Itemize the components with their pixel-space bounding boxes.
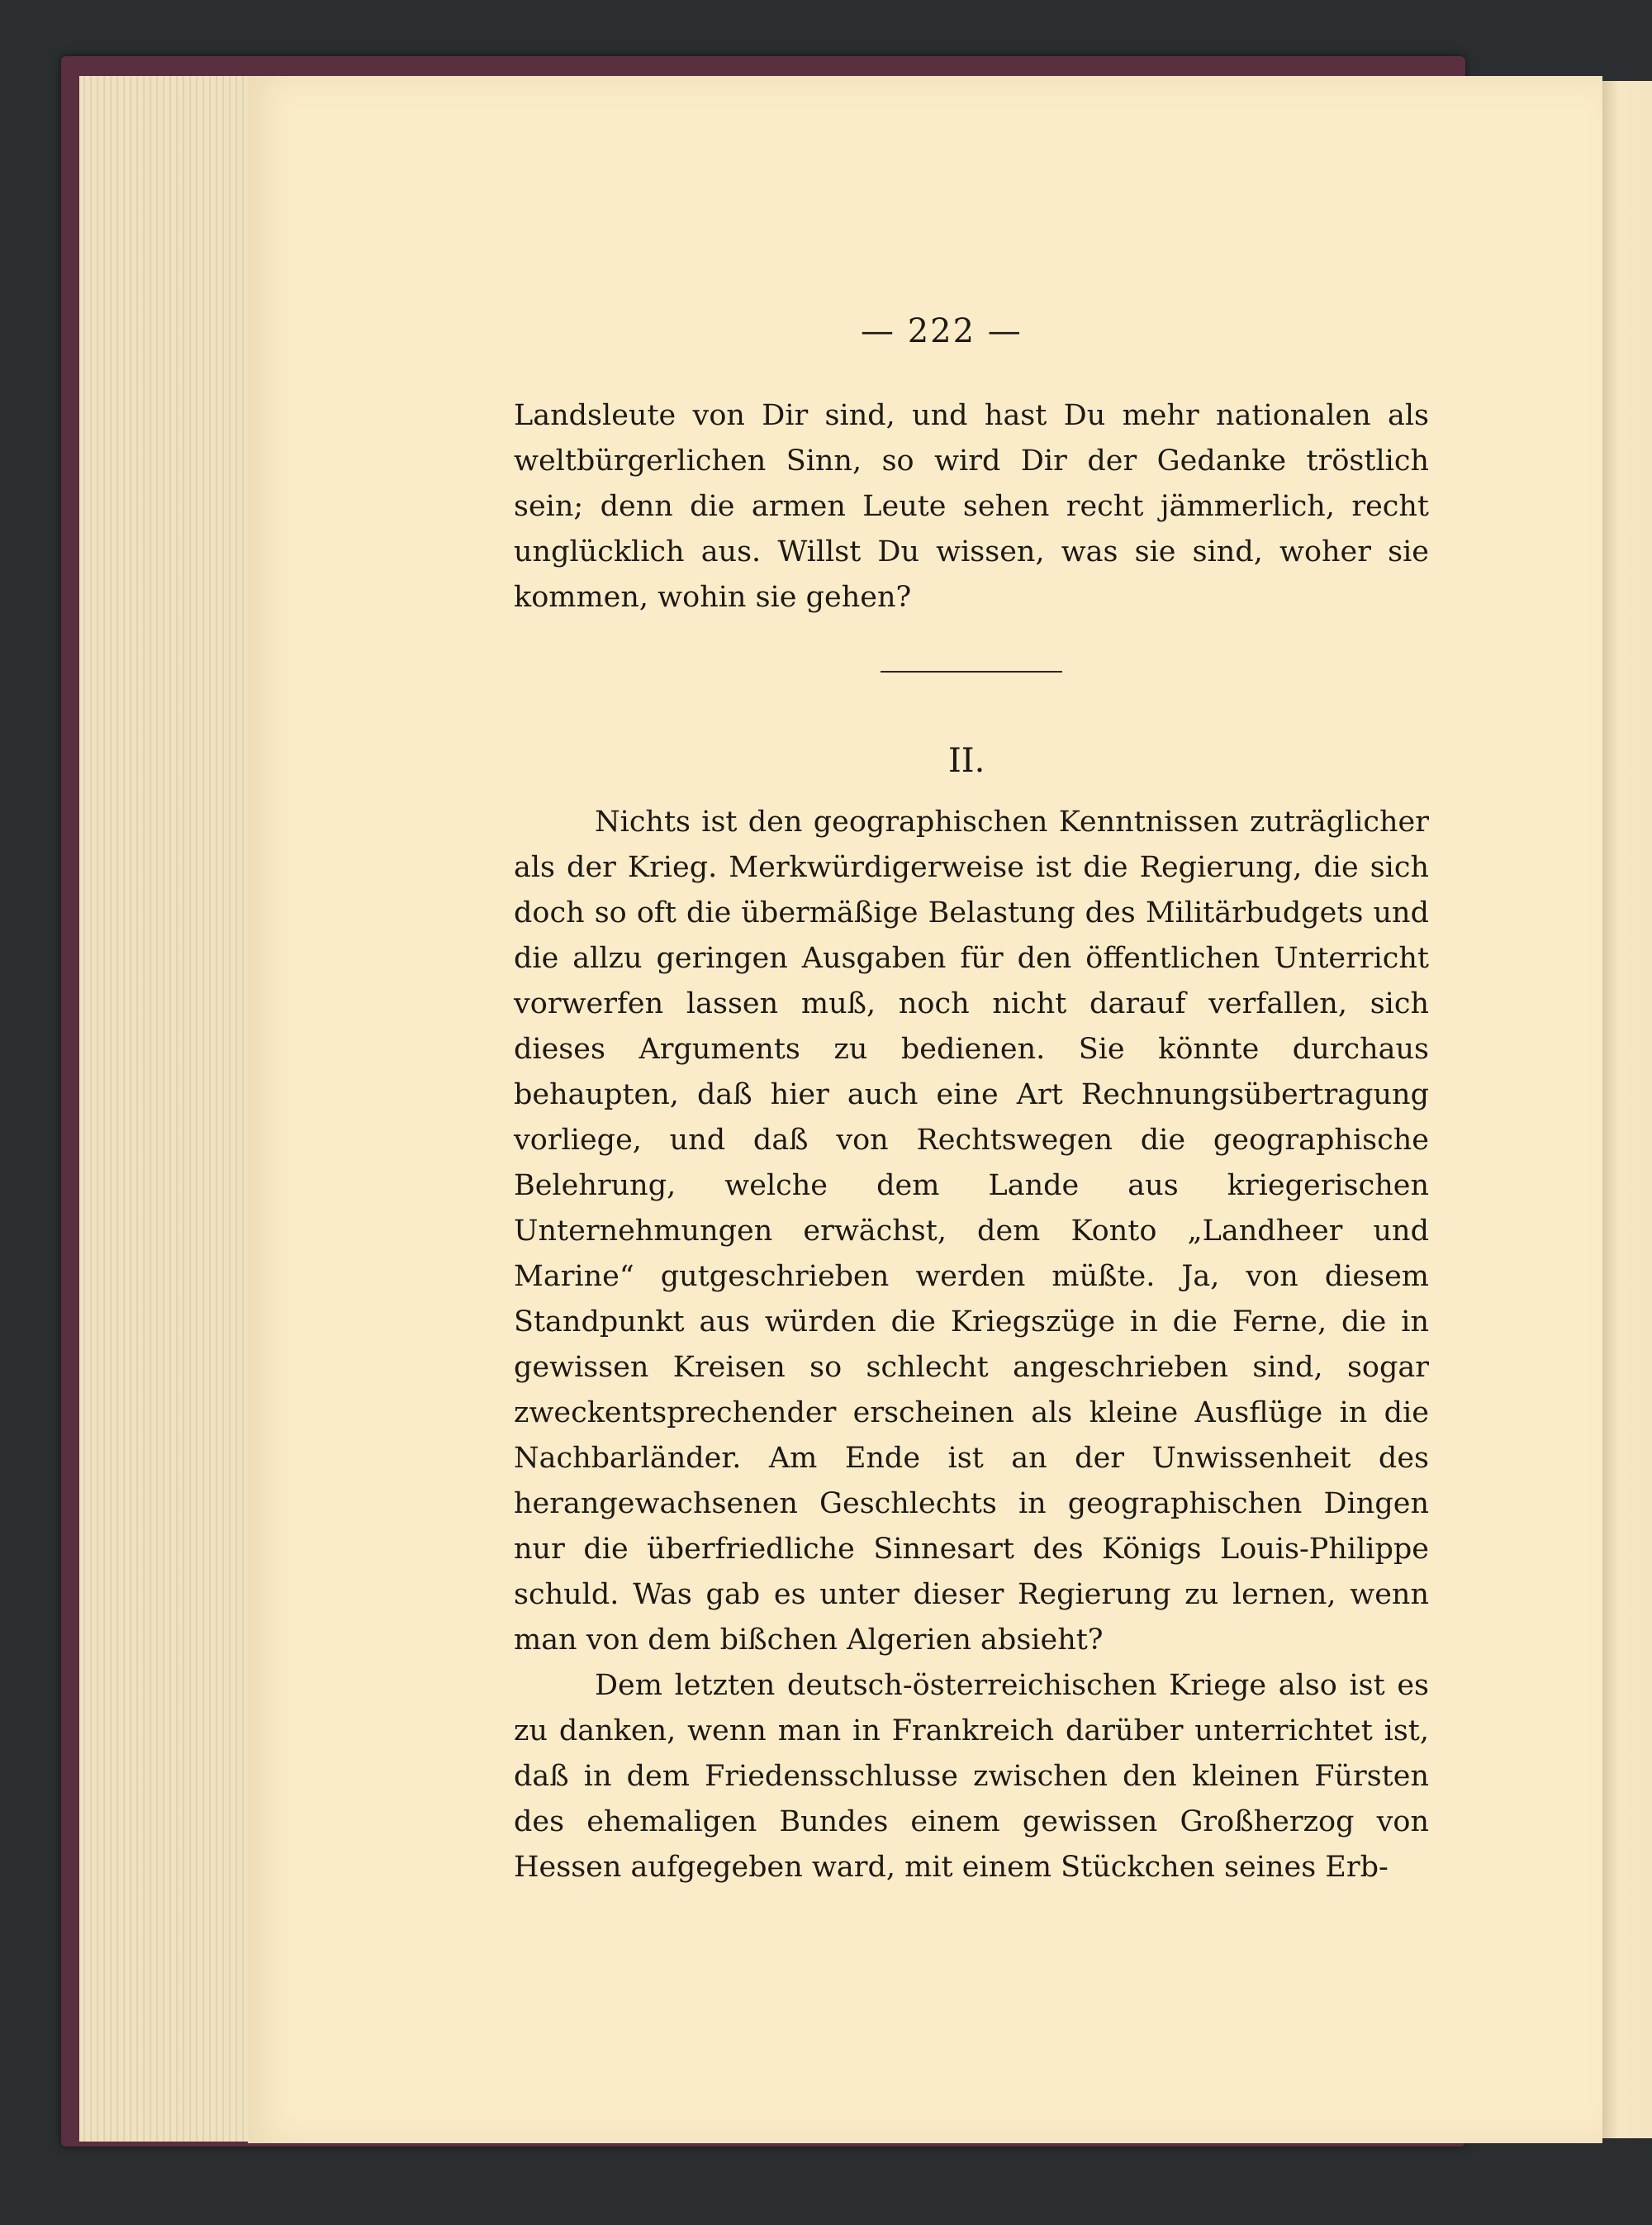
section-heading: II. bbox=[948, 742, 985, 780]
section-paragraph-1: Nichts ist den geographischen Kenntnissen zuträglicher als der Krieg. Merkwürdigerweise ist die Regierung, die sich doch so oft die übermäßige Belastung des Militärbudgets und die allzu geringen Ausgaben für den öffentlichen Unterricht vorwerfen lassen muß, noch nicht darauf verfallen, sich dieses Arguments zu bedienen. Sie könnte durchaus behaupten, daß hier auch eine Art Rechnungsübertragung vorliege, und daß von Rechtswegen die geographische Belehrung, welche dem Lande aus kriegerischen Unternehmungen erwächst, dem Konto „Landheer und Marine“ gutgeschrieben werden müßte. Ja, von diesem Standpunkt aus würden die Kriegszüge in die Ferne, die in gewissen Kreisen so schlecht angeschrieben sind, sogar zweckentsprechender erscheinen als kleine Ausflüge in die Nachbarländer. Am Ende ist an der Unwissenheit des herangewachsenen Geschlechts in geographischen Dingen nur die überfriedliche Sinnesart des Königs Louis-Philippe schuld. Was gab es unter dieser Regierung zu lernen, wenn man von dem bißchen Algerien absieht? bbox=[514, 806, 1429, 1657]
section-text bbox=[514, 800, 1429, 1890]
continuation-text bbox=[514, 393, 1429, 620]
continuation-paragraph: Landsleute von Dir sind, und hast Du mehr nationalen als weltbürgerlichen Sinn, so wird Dir der Gedanke tröstlich sein; denn die armen Leute sehen recht jämmerlich, recht unglücklich aus. Willst Du wissen, was sie sind, woher sie kommen, wohin sie gehen? bbox=[514, 399, 1429, 614]
page-number-header: — 222 — bbox=[861, 312, 1023, 350]
section-divider bbox=[881, 671, 1062, 673]
section-paragraph-2: Dem letzten deutsch-österreichischen Kriege also ist es zu danken, wenn man in Frankreich darüber unterrichtet ist, daß in dem Friedensschlusse zwischen den kleinen Fürsten des ehemaligen Bundes einem gewissen Großherzog von Hessen aufgegeben ward, mit einem Stückchen seines Erb- bbox=[514, 1669, 1429, 1884]
page-edges bbox=[79, 76, 253, 2142]
facing-page-edge bbox=[1602, 81, 1652, 2138]
